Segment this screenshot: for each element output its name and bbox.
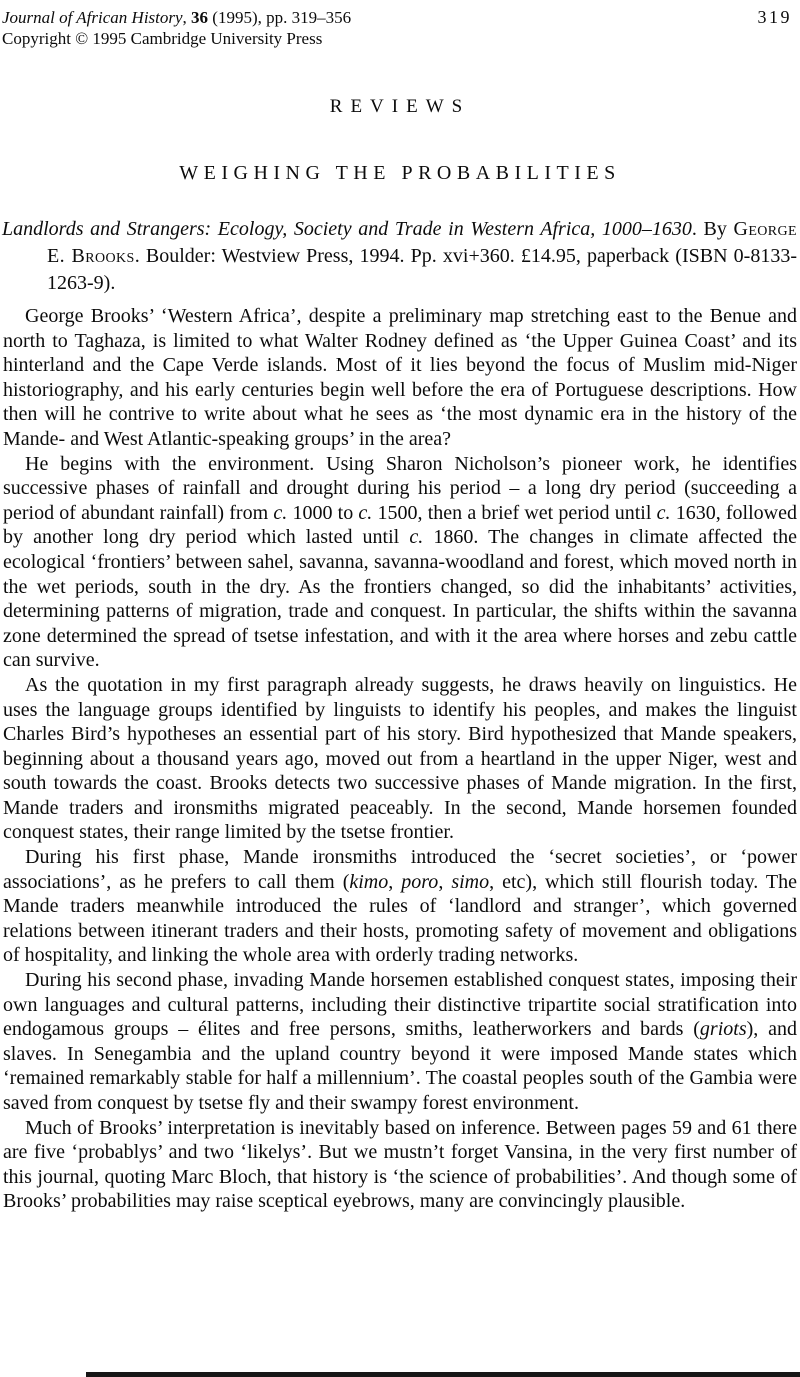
text-segment: 36 — [191, 8, 209, 27]
paragraph — [3, 1116, 797, 1214]
text-segment: , — [438, 870, 452, 893]
text-segment: c. — [358, 501, 373, 524]
book-citation — [0, 216, 800, 297]
text-segment: Landlords and Strangers: Ecology, Society and Trade in Western Africa, 1000–1630 — [2, 218, 692, 240]
text-segment: . By — [691, 218, 734, 240]
text-segment: 1630, followed by another long dry period which lasted until — [3, 501, 797, 549]
text-segment: 1000 to — [287, 501, 359, 524]
text-segment: kimo — [349, 870, 389, 893]
text-segment: poro — [401, 870, 439, 893]
text-segment: c. — [273, 501, 288, 524]
scan-artifact-bar — [86, 1372, 800, 1377]
text-segment: During his first phase, Mande ironsmiths introduced the ‘secret societies’, or ‘power associations’, as he prefers to call them ( — [3, 846, 797, 893]
text-segment: (1995), pp. 319–356 — [208, 8, 352, 27]
text-segment: During his second phase, invading Mande horsemen established conquest states, imposing their own languages and cultural patterns, including their distinctive tripartite social stratification into endogamous groups – élites and free persons, smiths, leatherworkers and bards ( — [3, 969, 797, 1041]
paragraph — [3, 452, 797, 673]
text-segment: He begins with the environment. Using Sharon Nicholson’s pioneer work, he identifies successive phases of rainfall and drought during his period – a long dry period (succeeding a period of abundant rainfall) from — [3, 452, 797, 524]
text-segment: George E. Brooks — [47, 218, 798, 267]
journal-citation-line — [2, 7, 351, 28]
section-title: REVIEWS — [329, 96, 471, 117]
text-segment: ), and slaves. In Senegambia and the upland country beyond it were imposed Mande states which ‘remained remarkably stable for half a millennium’. The coastal peoples south of the Gambia were saved from conquest by tsetse fly and their swampy forest environment. — [3, 1018, 797, 1114]
header-left — [2, 7, 351, 49]
review-title: WEIGHING THE PROBABILITIES — [179, 162, 621, 184]
page-header — [0, 0, 800, 49]
text-segment: , — [388, 870, 402, 893]
text-segment: simo — [451, 870, 490, 893]
paragraph — [3, 845, 797, 968]
text-segment: 1860. The changes in climate affected the ecological ‘frontiers’ between sahel, savanna, savanna-woodland and forest, which moved north in the wet periods, south in the dry. As the frontiers changed, so did the inhabitants’ activities, determining patterns of migration, trade and conquest. In particular, the shifts within the savanna zone determined the spread of tsetse infestation, and with it the area where horses and zebu cattle can survive. — [3, 526, 797, 672]
text-segment: griots — [699, 1018, 747, 1041]
text-segment: Journal of African History — [2, 8, 183, 27]
page-number: 319 — [757, 7, 792, 27]
text-segment: 1500, then a brief wet period until — [372, 501, 657, 524]
text-segment: As the quotation in my first paragraph already suggests, he draws heavily on linguistics. He uses the language groups identified by linguists to identify his peoples, and makes the linguist Charles Bird’s hypotheses an essential part of his story. Bird hypothesized that Mande speakers, beginning about a thousand years ago, moved out from a heartland in the upper Niger, west and south towards the coast. Brooks detects two successive phases of Mande migration. In the first, Mande traders and ironsmiths migrated peaceably. In the second, Mande horsemen founded conquest states, their range limited by the tsetse frontier. — [3, 673, 797, 844]
paragraph — [3, 673, 797, 845]
text-segment: Much of Brooks’ interpretation is inevitably based on inference. Between pages 59 and 61 there are five ‘probablys’ and two ‘likelys’. But we mustn’t forget Vansina, in the very first number of this journal, quoting Marc Bloch, that history is ‘the science of probabilities’. And though some of Brooks’ probabilities may raise sceptical eyebrows, many are convincingly plausible. — [3, 1116, 797, 1213]
paragraph — [3, 968, 797, 1116]
paragraph — [3, 304, 797, 452]
copyright-line: Copyright © 1995 Cambridge University Press — [2, 29, 323, 48]
text-segment: c. — [409, 526, 424, 549]
review-body — [0, 304, 800, 1214]
text-segment: , etc), which still flourish today. The Mande traders meanwhile introduced the rules of ‘landlord and stranger’, which governed relations between itinerant traders and their hosts, promoting safety of movement and obligations of hospitality, and linking the whole area with orderly trading networks. — [3, 870, 797, 967]
text-segment: c. — [656, 501, 671, 524]
text-segment: George Brooks’ ‘Western Africa’, despite a preliminary map stretching east to the Benue and north to Taghaza, is limited to what Walter Rodney defined as ‘the Upper Guinea Coast’ and its hinterland and the Cape Verde islands. Most of it lies beyond the focus of Muslim mid-Niger historiography, and his early centuries begin well before the era of Portuguese descriptions. How then will he contrive to write about what he sees as ‘the most dynamic era in the history of the Mande- and West Atlantic-speaking groups’ in the area? — [3, 305, 797, 450]
text-segment: . Boulder: Westview Press, 1994. Pp. xvi+360. £14.95, paperback (ISBN 0-8133-1263-9). — [47, 245, 797, 294]
text-segment: , — [182, 8, 192, 27]
